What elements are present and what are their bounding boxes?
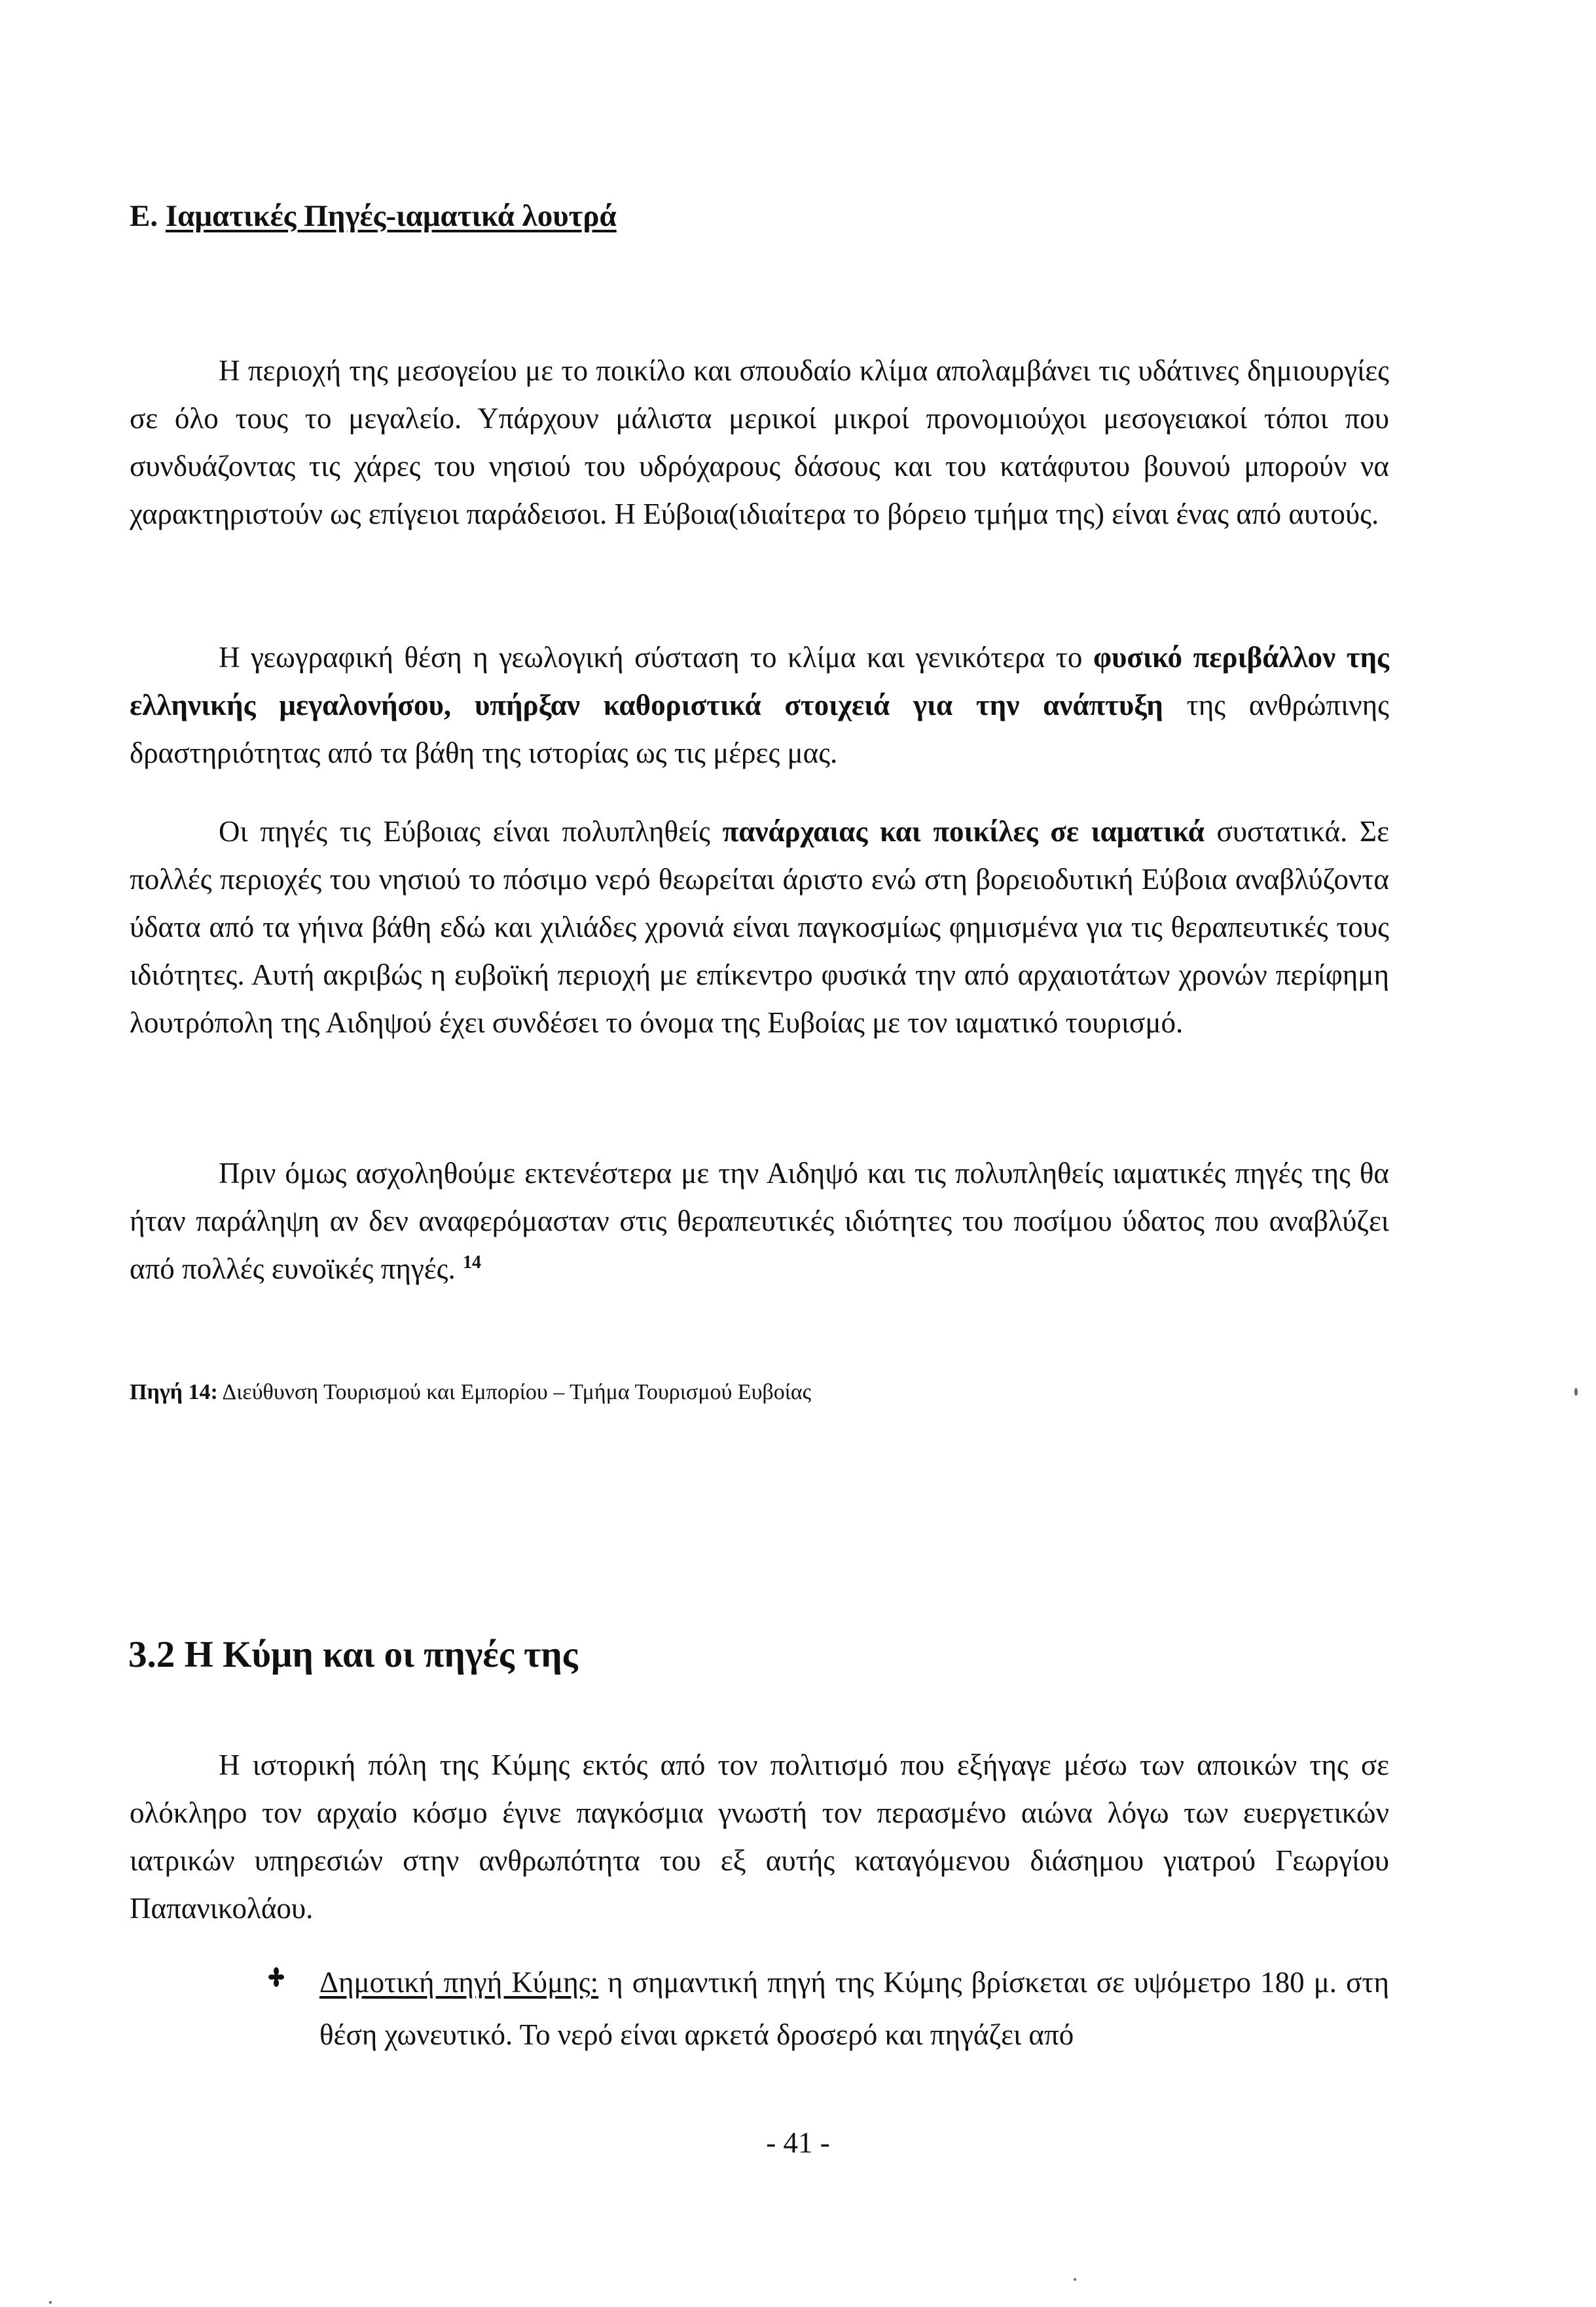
paragraph-springs [130, 808, 1389, 1047]
source-text: Διεύθυνση Τουρισμού και Εμπορίου – Τμήμα Τουρισμού Ευβοίας [217, 1380, 812, 1404]
paragraph-kymi: Η ιστορική πόλη της Κύμης εκτός από τον πολιτισμό που εξήγαγε μέσω των αποικών της σε ολόκληρο τον αρχαίο κόσμο έγινε παγκόσμια γνωστή τον περασμένο αιώνα λόγω των ευεργετικών ιατρικών υπηρεσιών στην ανθρωπότητα του εξ αυτής καταγόμενου διάσημου γιατρού Γεωργίου Παπανικολάου. [130, 1749, 1389, 1925]
bullet-municipal-spring [319, 1956, 1389, 2061]
paragraph-aidipsos [130, 1150, 1389, 1293]
footnote-marker: 14 [463, 1252, 481, 1273]
bullet-label: Δημοτική πηγή Κύμης: [319, 1966, 599, 1999]
paragraph-geography-text-1: Η γεωγραφική θέση η γεωλογική σύσταση το κλίμα και γενικότερα το [219, 641, 1093, 674]
section-e-heading [130, 196, 617, 236]
paragraph-geography [130, 634, 1389, 777]
scan-speck [1574, 1388, 1578, 1396]
paragraph-geography-bold: φυσικό περιβάλλον της ελληνικής μεγαλονήσου, υπήρξαν καθοριστικά στοιχειά για την ανάπτυξη [130, 641, 1390, 721]
paragraph-springs-text-2: συστατικά. Σε πολλές περιοχές του νησιού το πόσιμο νερό θεωρείται άριστο ενώ στη βορειοδυτική Εύβοια αναβλύζοντα ύδατα από τα γήινα βάθη εδώ και χιλιάδες χρονιά είναι παγκοσμίως φημισμένα για τις θεραπευτικές τους ιδιότητες. Αυτή ακριβώς η ευβοϊκή περιοχή με επίκεντρο φυσικά την από αρχαιοτάτων χρονών περίφημη λουτρόπολη της Αιδηψού έχει συνδέσει το όνομα της Ευβοίας με τον ιαματικό τουρισμό. [130, 815, 1389, 1039]
paragraph-springs-text-1: Οι πηγές τις Εύβοιας είναι πολυπληθείς [219, 815, 723, 848]
paragraph-springs-bold: πανάρχαιας και ποικίλες σε ιαματικά [722, 815, 1205, 848]
page-number: - 41 - [766, 2126, 830, 2159]
source-note [130, 1378, 811, 1407]
section-e-prefix: Ε. [130, 199, 166, 233]
flower-bullet-icon [268, 1967, 284, 1987]
paragraph-geography-text-2: της ανθρώπινης δραστηριότητας από τα βάθη της ιστορίας ως τις μέρες μας. [130, 689, 1390, 769]
source-label: Πηγή 14: [130, 1380, 218, 1404]
paragraph-mediterranean: Η περιοχή της μεσογείου με το ποικίλο και σπουδαίο κλίμα απολαμβάνει τις υδάτινες δημιουργίες σε όλο τους το μεγαλείο. Υπάρχουν μάλιστα μερικοί μικροί προνομιούχοι μεσογειακοί τόποι που συνδυάζοντας τις χάρες του νησιού του υδρόχαρους δάσους και του κατάφυτου βουνού μπορούν να χαρακτηριστούν ως επίγειοι παράδεισοι. Η Εύβοια(ιδιαίτερα το βόρειο τμήμα της) είναι ένας από αυτούς. [130, 354, 1389, 530]
section-3-2-title: 3.2 Η Κύμη και οι πηγές της [128, 1634, 578, 1675]
scan-speck [1074, 2278, 1076, 2281]
paragraph-aidipsos-text: Πριν όμως ασχοληθούμε εκτενέστερα με την Αιδηψό και τις πολυπληθείς ιαματικές πηγές της θα ήταν παράληψη αν δεν αναφερόμασταν στις θεραπευτικές ιδιότητες του ποσίμου ύδατος που αναβλύζει από πολλές ευνοϊκές πηγές. [130, 1157, 1389, 1285]
section-e-title: Ιαματικές Πηγές-ιαματικά λουτρά [165, 199, 617, 233]
bullet-text: η σημαντική πηγή της Κύμης βρίσκεται σε υψόμετρο 180 μ. στη θέση χωνευτικό. Το νερό είναι αρκετά δροσερό και πηγάζει από [319, 1966, 1389, 2051]
scan-speck [49, 2301, 52, 2304]
